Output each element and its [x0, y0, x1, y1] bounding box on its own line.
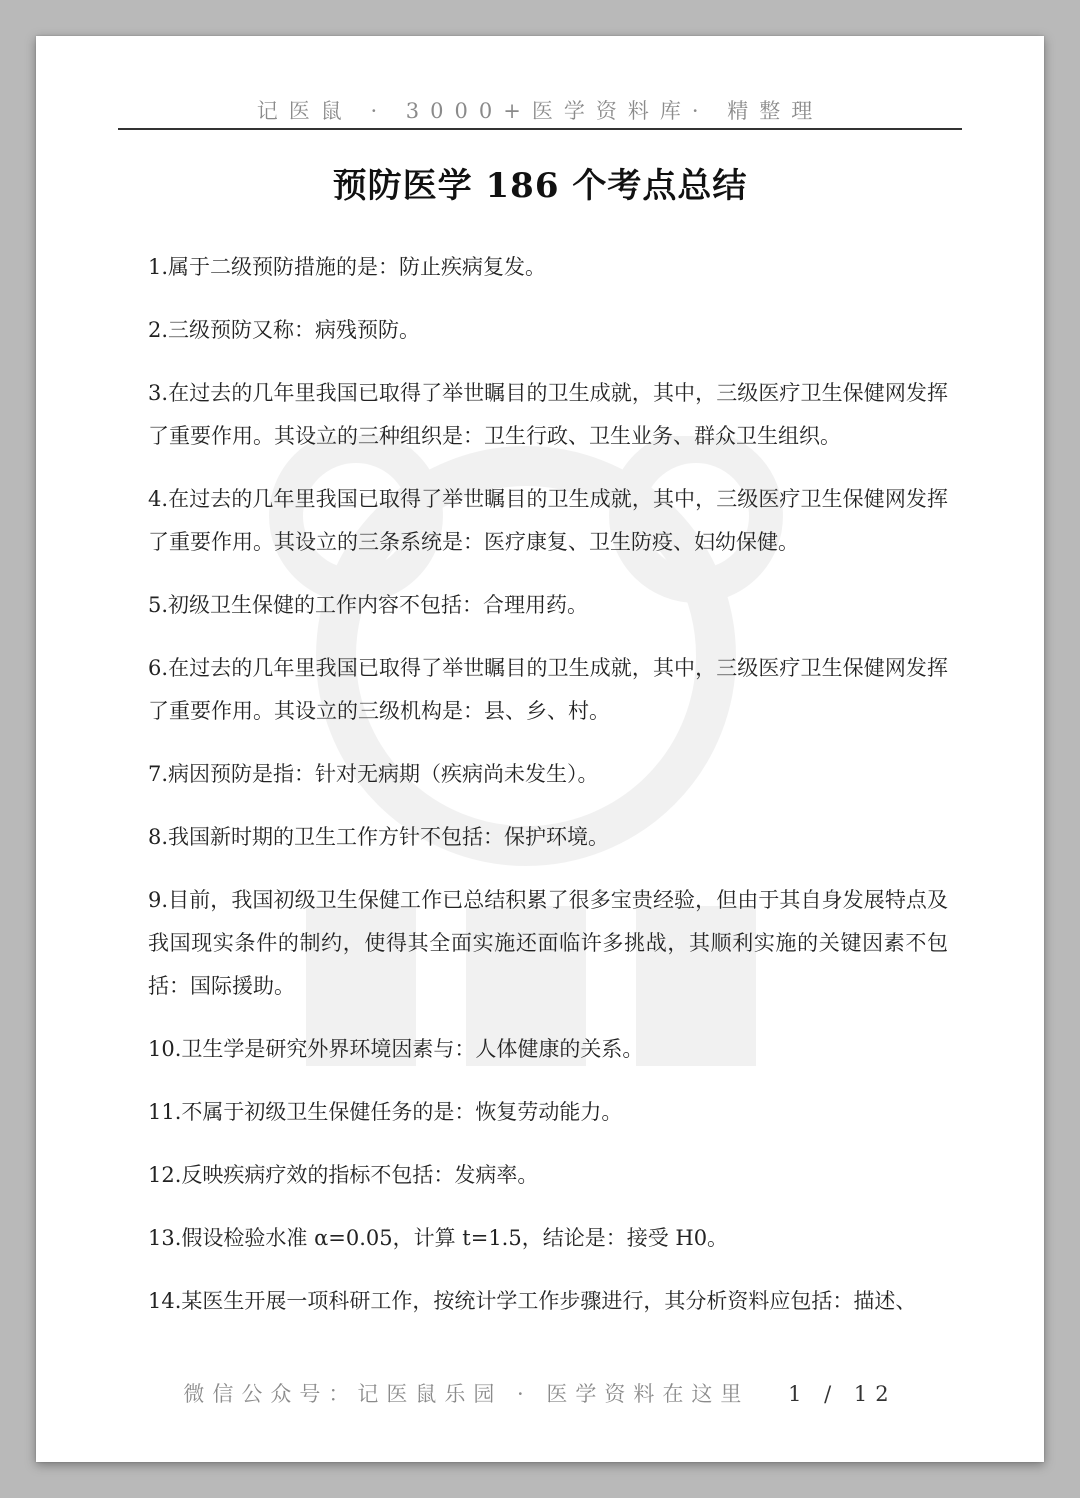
content-body	[148, 246, 948, 1343]
list-item: 4.在过去的几年里我国已取得了举世瞩目的卫生成就，其中，三级医疗卫生保健网发挥了重要作用。其设立的三条系统是：医疗康复、卫生防疫、妇幼保健。	[148, 487, 948, 554]
document-page	[36, 36, 1044, 1462]
list-item: 8.我国新时期的卫生工作方针不包括：保护环境。	[148, 825, 610, 849]
list-item: 14.某医生开展一项科研工作，按统计学工作步骤进行，其分析资料应包括：描述、	[148, 1289, 917, 1313]
list-item: 1.属于二级预防措施的是：防止疾病复发。	[148, 255, 547, 279]
list-item: 6.在过去的几年里我国已取得了举世瞩目的卫生成就，其中，三级医疗卫生保健网发挥了重要作用。其设立的三级机构是：县、乡、村。	[148, 656, 948, 723]
document-title: 预防医学 186 个考点总结	[332, 166, 748, 206]
list-item: 13.假设检验水准 α=0.05，计算 t=1.5，结论是：接受 H0。	[148, 1226, 729, 1250]
page-footer	[36, 1378, 1044, 1408]
list-item: 9.目前，我国初级卫生保健工作已总结积累了很多宝贵经验，但由于其自身发展特点及我国现实条件的制约，使得其全面实施还面临许多挑战，其顺利实施的关键因素不包括：国际援助。	[148, 888, 948, 998]
list-item: 2.三级预防又称：病残预防。	[148, 318, 421, 342]
page-number: 1 / 12	[788, 1382, 897, 1406]
running-header: 记医鼠 · 3000+医学资料库· 精整理	[118, 94, 962, 130]
footer-text: 微信公众号：记医鼠乐园 · 医学资料在这里	[183, 1382, 750, 1406]
list-item: 5.初级卫生保健的工作内容不包括：合理用药。	[148, 593, 589, 617]
list-item: 11.不属于初级卫生保健任务的是：恢复劳动能力。	[148, 1100, 623, 1124]
list-item: 10.卫生学是研究外界环境因素与：人体健康的关系。	[148, 1037, 644, 1061]
list-item: 3.在过去的几年里我国已取得了举世瞩目的卫生成就，其中，三级医疗卫生保健网发挥了重要作用。其设立的三种组织是：卫生行政、卫生业务、群众卫生组织。	[148, 381, 948, 448]
list-item: 12.反映疾病疗效的指标不包括：发病率。	[148, 1163, 539, 1187]
list-item: 7.病因预防是指：针对无病期（疾病尚未发生）。	[148, 762, 599, 786]
